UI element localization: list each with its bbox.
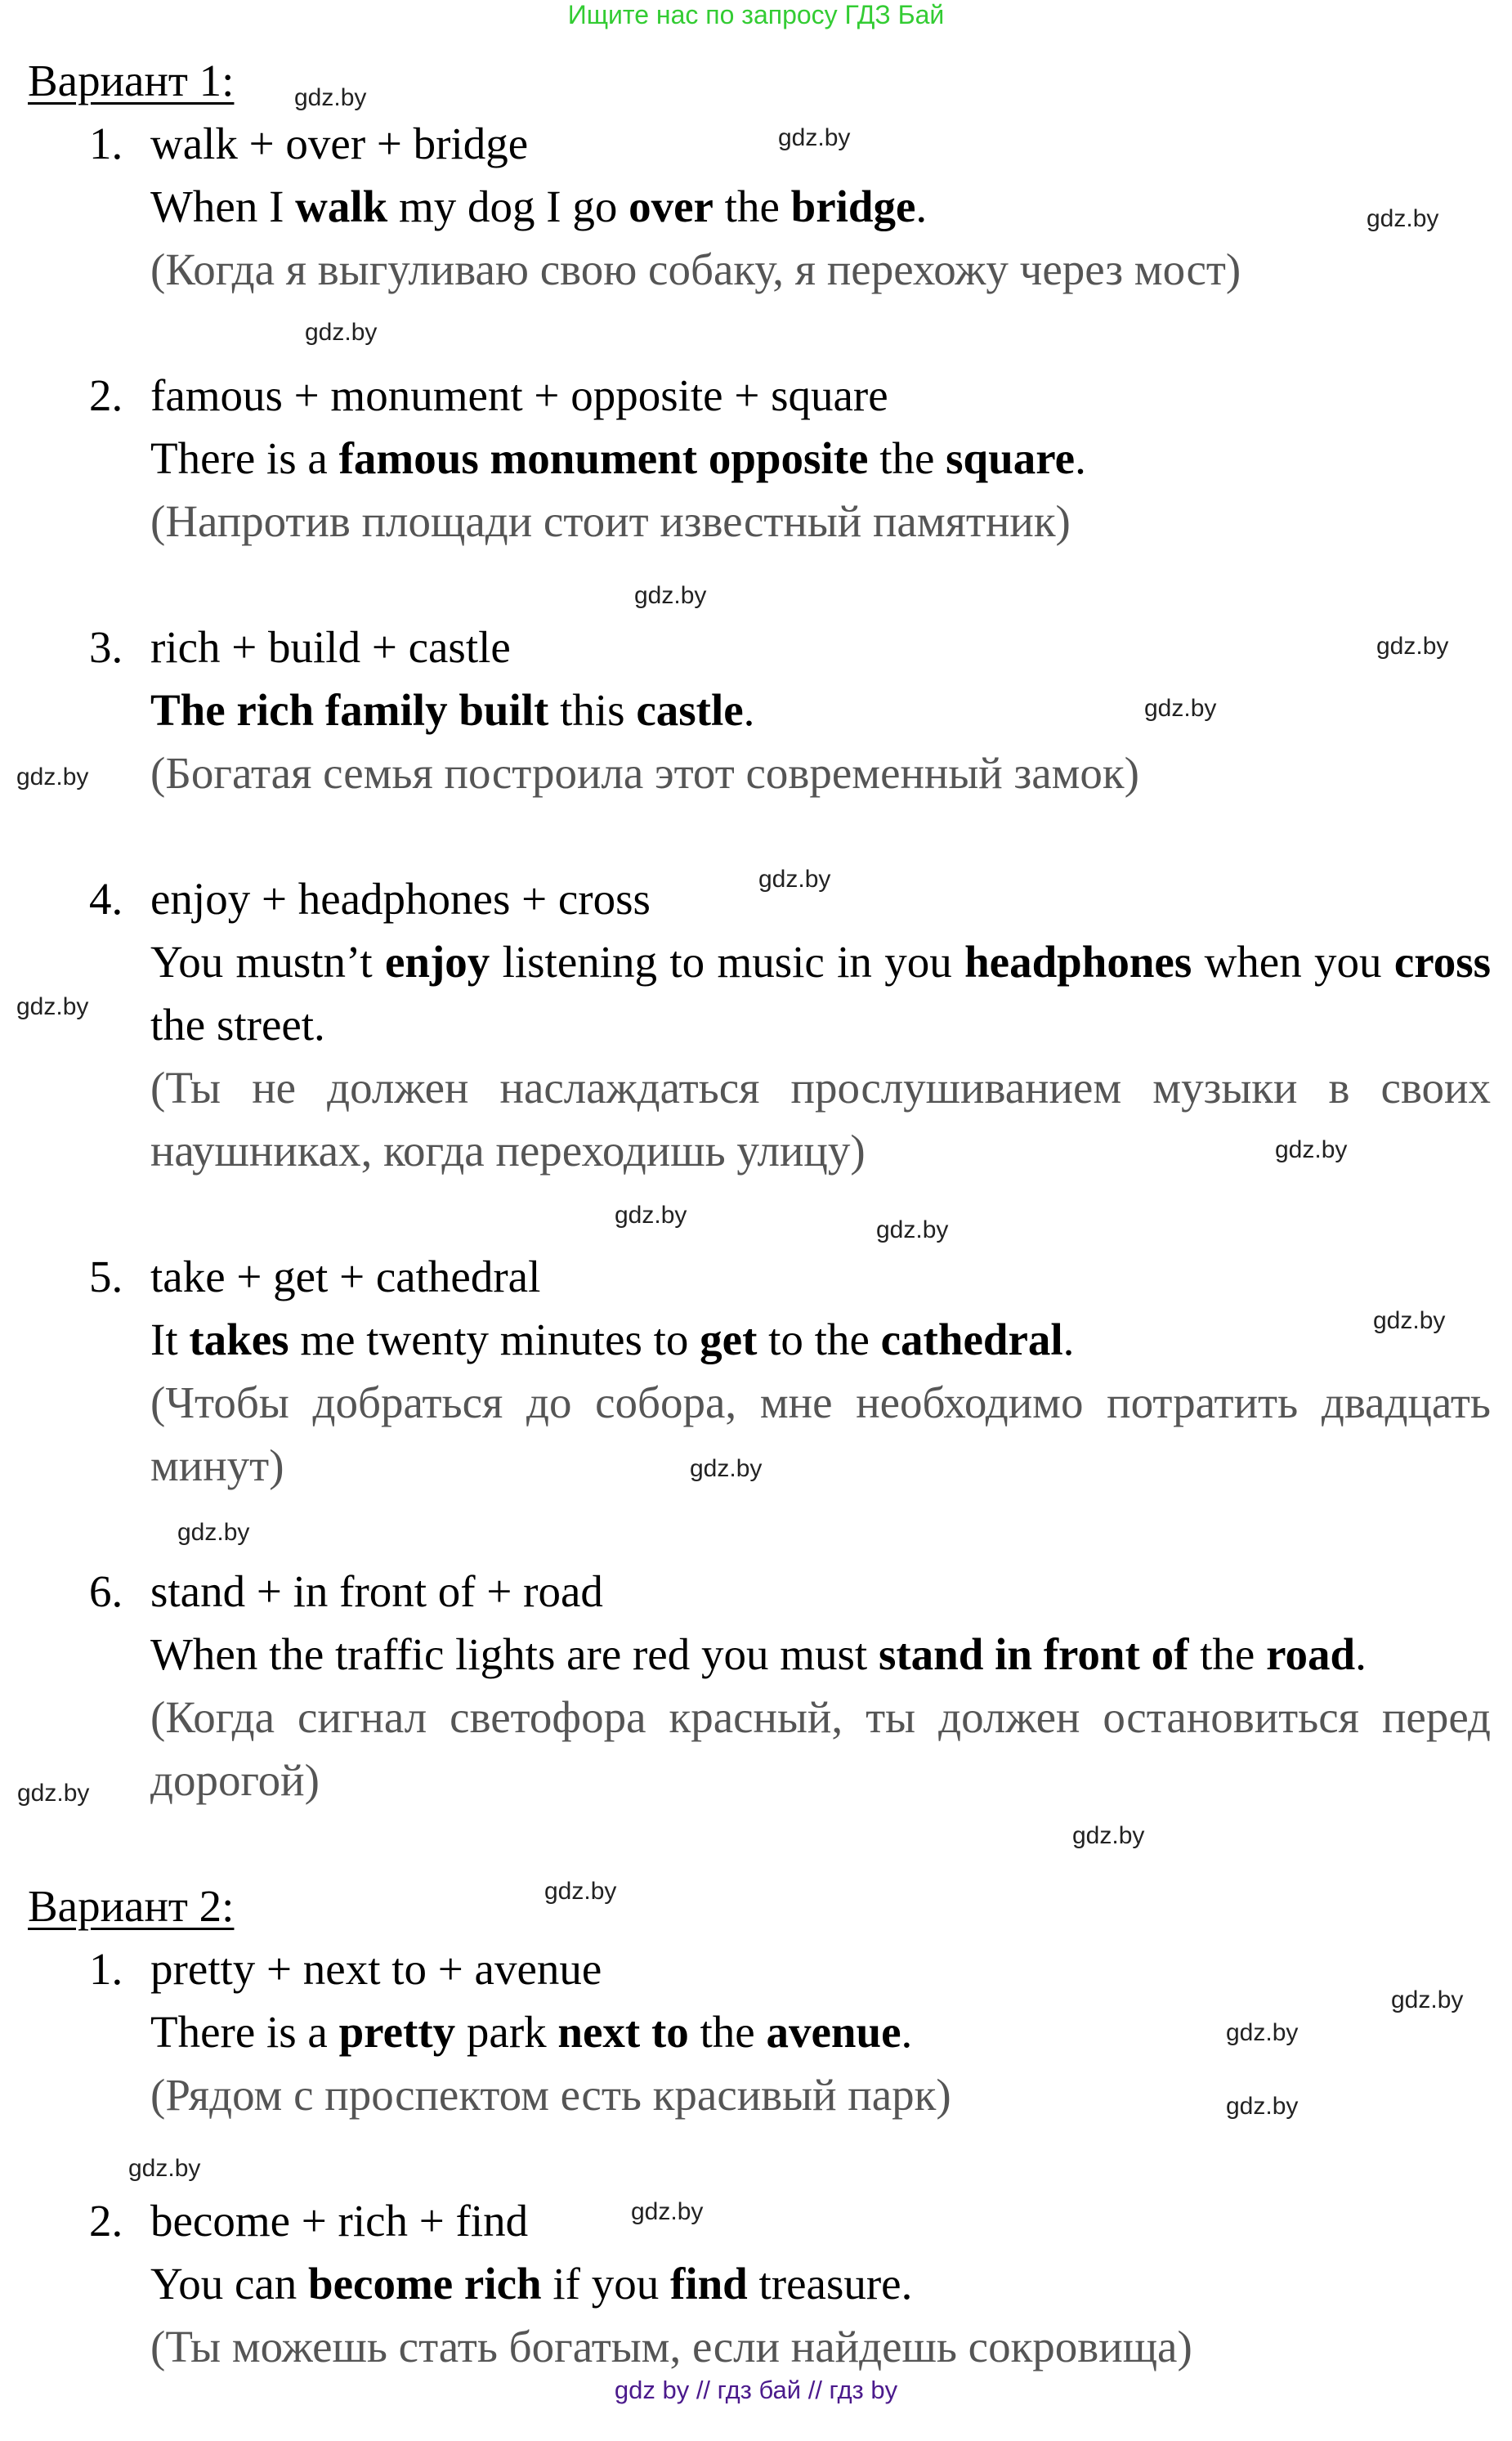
exercise-item — [0, 112, 1512, 301]
sentence-text: When I — [150, 181, 296, 231]
keyword: avenue — [766, 2007, 901, 2057]
watermark-text: gdz.by — [758, 866, 831, 893]
word-combination: pretty + next to + avenue — [150, 1944, 602, 1994]
watermark-text: gdz.by — [1226, 2019, 1299, 2046]
translation: (Рядом с проспектом есть красивый парк) — [150, 2070, 951, 2120]
keyword: become rich — [308, 2259, 542, 2309]
keyword: find — [670, 2259, 748, 2309]
translation: (Когда сигнал светофора красный, ты должен остановиться перед дорогой) — [150, 1692, 1491, 1805]
sentence-text: when you — [1192, 937, 1394, 987]
watermark-text: gdz.by — [634, 582, 707, 609]
keyword: walk — [295, 181, 388, 231]
keyword: over — [629, 181, 714, 231]
item-number: 3. — [89, 622, 123, 672]
watermark-text: gdz.by — [1391, 1986, 1464, 2013]
word-combination: enjoy + headphones + cross — [150, 874, 651, 924]
sentence-text: treasure. — [747, 2259, 913, 2309]
sentence-text: . — [915, 181, 928, 231]
keyword: castle — [636, 685, 744, 735]
sentence-text: my dog I go — [387, 181, 629, 231]
sentence-text: It — [150, 1315, 190, 1364]
sentence-text: if you — [541, 2259, 670, 2309]
example-sentence — [150, 427, 1491, 490]
watermark-text: gdz.by — [544, 1878, 617, 1905]
sentence-text: park — [455, 2007, 558, 2057]
keyword: famous monument opposite — [338, 433, 869, 483]
variant-title: Вариант 2: — [28, 1881, 235, 1931]
keyword: enjoy — [384, 937, 490, 987]
translation: (Чтобы добраться до собора, мне необходимо потратить двадцать минут) — [150, 1377, 1491, 1490]
answers-content — [0, 49, 1512, 2441]
sentence-text: this — [548, 685, 637, 735]
watermark-text: gdz.by — [1226, 2093, 1299, 2120]
translation: (Ты можешь стать богатым, если найдешь сокровища) — [150, 2322, 1192, 2372]
sentence-text: . — [743, 685, 755, 735]
item-number: 6. — [89, 1566, 123, 1616]
watermark-text: gdz.by — [615, 1202, 687, 1229]
variant-title: Вариант 1: — [28, 56, 235, 105]
item-number: 1. — [89, 1944, 123, 1994]
sentence-text: There is a — [150, 433, 339, 483]
word-combination: take + get + cathedral — [150, 1252, 541, 1301]
sentence-text: When the traffic lights are red you must — [150, 1629, 879, 1679]
sentence-text: the street. — [150, 1000, 325, 1050]
exercise-item — [0, 2189, 1512, 2378]
translation: (Богатая семья построила этот современный замок) — [150, 748, 1139, 798]
variant-section — [0, 49, 1512, 1812]
word-combination: walk + over + bridge — [150, 119, 529, 168]
sentence-text: the — [868, 433, 946, 483]
sentence-text: listening to music in you — [490, 937, 965, 987]
keyword: square — [946, 433, 1076, 483]
sentence-text: You can — [150, 2259, 309, 2309]
sentence-text: There is a — [150, 2007, 339, 2057]
keyword: takes — [189, 1315, 289, 1364]
sentence-text: . — [1062, 1315, 1075, 1364]
exercise-item — [0, 616, 1512, 804]
item-number: 2. — [89, 2196, 123, 2246]
watermark-text: gdz.by — [128, 2155, 201, 2182]
watermark-text: gdz.by — [1275, 1136, 1348, 1163]
item-number: 1. — [89, 119, 123, 168]
watermark-text: gdz.by — [631, 2198, 704, 2225]
sentence-text: . — [1075, 433, 1086, 483]
keyword: stand in front of — [878, 1629, 1189, 1679]
word-combination: stand + in front of + road — [150, 1566, 603, 1616]
exercise-item — [0, 867, 1512, 1182]
watermark-text: gdz.by — [16, 764, 89, 791]
word-combination: become + rich + find — [150, 2196, 529, 2246]
watermark-text: gdz.by — [1376, 633, 1449, 660]
exercise-item — [0, 364, 1512, 553]
watermark-text: gdz.by — [17, 1780, 90, 1807]
example-sentence — [150, 930, 1491, 1056]
keyword: cross — [1393, 937, 1491, 987]
watermark-text: gdz.by — [876, 1216, 949, 1243]
example-sentence — [150, 1308, 1491, 1371]
sentence-text: to the — [757, 1315, 881, 1364]
variant-section — [0, 1874, 1512, 2378]
watermark-text: gdz.by — [177, 1519, 250, 1546]
keyword: next to — [557, 2007, 689, 2057]
keyword: cathedral — [880, 1315, 1063, 1364]
watermark-text: gdz.by — [778, 124, 851, 151]
item-number: 2. — [89, 370, 123, 420]
sentence-text: the — [713, 181, 791, 231]
watermark-text: gdz.by — [294, 84, 367, 111]
search-hint-banner: Ищите нас по запросу ГДЗ Бай — [567, 0, 945, 29]
watermark-text: gdz.by — [1072, 1822, 1145, 1849]
item-number: 4. — [89, 874, 123, 924]
example-sentence — [150, 2252, 1491, 2315]
watermark-text: gdz.by — [1144, 695, 1217, 722]
keyword: headphones — [964, 937, 1192, 987]
translation: (Напротив площади стоит известный памятник) — [150, 496, 1071, 546]
example-sentence — [150, 679, 1491, 741]
watermark-text: gdz.by — [1367, 205, 1439, 232]
sentence-text: . — [901, 2007, 913, 2057]
watermark-text: gdz.by — [305, 319, 378, 346]
sentence-text: . — [1355, 1629, 1367, 1679]
keyword: bridge — [790, 181, 916, 231]
sentence-text: You mustn’t — [150, 937, 385, 987]
translation: (Когда я выгуливаю свою собаку, я перехожу через мост) — [150, 244, 1241, 294]
word-combination: famous + monument + opposite + square — [150, 370, 888, 420]
item-number: 5. — [89, 1252, 123, 1301]
footer-links: gdz by // гдз бай // гдз by — [614, 2376, 898, 2404]
keyword: pretty — [338, 2007, 456, 2057]
word-combination: rich + build + castle — [150, 622, 511, 672]
keyword: road — [1266, 1629, 1356, 1679]
example-sentence — [150, 175, 1491, 238]
sentence-text: me twenty minutes to — [289, 1315, 700, 1364]
watermark-text: gdz.by — [1373, 1307, 1446, 1334]
keyword: get — [700, 1315, 758, 1364]
watermark-text: gdz.by — [690, 1455, 763, 1482]
sentence-text: the — [1188, 1629, 1267, 1679]
exercise-item — [0, 1560, 1512, 1812]
watermark-text: gdz.by — [16, 993, 89, 1020]
sentence-text: the — [688, 2007, 767, 2057]
keyword: The rich family built — [150, 685, 549, 735]
translation: (Ты не должен наслаждаться прослушиванием музыки в своих наушниках, когда переходишь улицу) — [150, 1063, 1491, 1176]
example-sentence — [150, 1623, 1491, 1686]
